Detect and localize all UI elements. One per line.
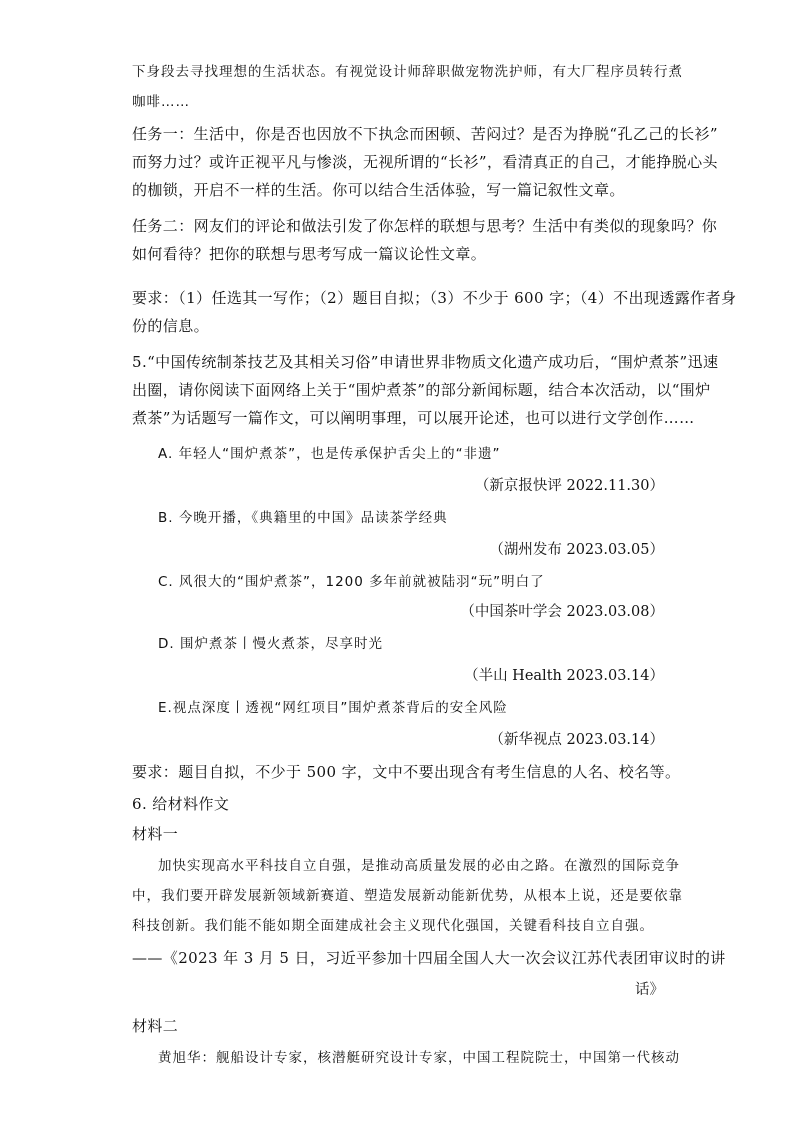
headline-b-source: （湖州发布 2023.03.05） (489, 542, 664, 558)
question-5-line-2: 出圈，请你阅读下面网络上关于“围炉煮茶”的部分新闻标题，结合本次活动，以“围炉 (132, 381, 711, 399)
intro-line-1: 下身段去寻找理想的生活状态。有视觉设计师辞职做宠物洗护师，有大厂程序员转行煮 (132, 64, 683, 80)
material-1-line-1: 加快实现高水平科技自立自强，是推动高质量发展的必由之路。在激烈的国际竞争 (158, 858, 680, 874)
headline-d-source: （半山 Health 2023.03.14） (464, 668, 664, 684)
task2-line-2: 如何看待？把你的联想与思考写成一篇议论性文章。 (132, 245, 487, 263)
task1-line-2: 而努力过？或许正视平凡与惨淡，无视所谓的“长衫”，看清真正的自己，才能挣脱心头 (132, 153, 718, 171)
headline-a-source: （新京报快评 2022.11.30） (474, 478, 664, 494)
material-1-line-3: 科技创新。我们能不能如期全面建成社会主义现代化强国，关键看科技自立自强。 (132, 918, 654, 934)
intro-line-2: 咖啡…… (132, 94, 190, 110)
requirement-line-1: 要求：（1）任选其一写作；（2）题目自拟；（3）不少于 600 字；（4）不出现透露作者身 (132, 289, 737, 307)
headline-c: C. 风很大的“围炉煮茶”，1200 多年前就被陆羽“玩”明白了 (158, 574, 545, 590)
headline-e: E.视点深度丨透视“网红项目”围炉煮茶背后的安全风险 (158, 700, 508, 716)
material-1-label: 材料一 (132, 825, 179, 843)
material-2-line-1: 黄旭华：舰船设计专家，核潜艇研究设计专家，中国工程院院士，中国第一代核动 (158, 1050, 680, 1066)
task2-line-1: 任务二：网友们的评论和做法引发了你怎样的联想与思考？生活中有类似的现象吗？你 (132, 217, 718, 235)
question-5-line-1: 5.“中国传统制茶技艺及其相关习俗”申请世界非物质文化遗产成功后，“围炉煮茶”迅速 (132, 353, 719, 371)
question-5-line-3: 煮茶”为话题写一篇作文，可以阐明事理，可以展开论述，也可以进行文学创作…… (132, 409, 695, 427)
question-5-requirement: 要求：题目自拟，不少于 500 字，文中不要出现含有考生信息的人名、校名等。 (132, 763, 681, 781)
question-6-title: 6. 给材料作文 (132, 795, 230, 813)
material-1-source-line-1: ——《2023 年 3 月 5 日，习近平参加十四届全国人大一次会议江苏代表团审议时的讲 (132, 949, 726, 967)
material-1-line-2: 中，我们要开辟发展新领域新赛道、塑造发展新动能新优势，从根本上说，还是要依靠 (132, 888, 683, 904)
task1-line-3: 的枷锁，开启不一样的生活。你可以结合生活体验，写一篇记叙性文章。 (132, 181, 625, 199)
headline-e-source: （新华视点 2023.03.14） (489, 732, 664, 748)
task1-line-1: 任务一：生活中，你是否也因放不下执念而困顿、苦闷过？是否为挣脱“孔乙己的长衫” (132, 125, 718, 143)
material-2-label: 材料二 (132, 1017, 179, 1035)
requirement-line-2: 份的信息。 (132, 317, 210, 335)
headline-b: B. 今晚开播，《典籍里的中国》品读茶学经典 (158, 510, 448, 526)
headline-c-source: （中国茶叶学会 2023.03.08） (460, 604, 664, 620)
material-1-source-line-2: 话》 (635, 982, 664, 998)
headline-a: A. 年轻人“围炉煮茶”，也是传承保护舌尖上的“非遗” (158, 446, 501, 462)
headline-d: D. 围炉煮茶丨慢火煮茶，尽享时光 (158, 636, 383, 652)
